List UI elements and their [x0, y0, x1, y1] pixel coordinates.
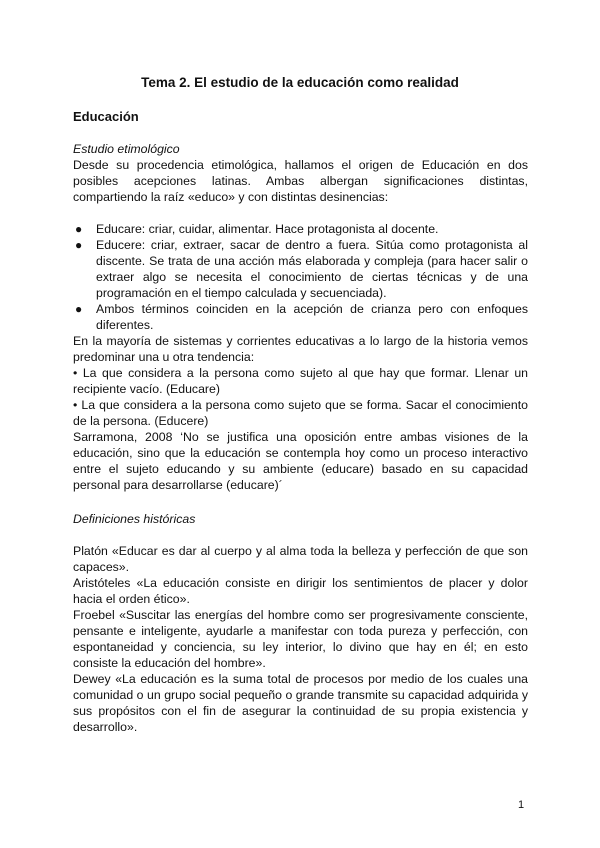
sarramona-quote: Sarramona, 2008 ‘No se justifica una oposición entre ambas visiones de la educación, sino que la educación se contempla hoy como un proceso interactivo entre el sujeto educando y su ambiente (educare) basado en su capacidad personal para desarrollarse (educare)´: [73, 430, 528, 492]
bullet-text: Ambos términos coinciden en la acepción de crianza pero con enfoques diferentes.: [96, 302, 528, 332]
etymology-bullet-list: [73, 221, 528, 333]
list-item: [73, 301, 528, 333]
bullet-icon: ●: [75, 302, 83, 316]
section-heading: Educación: [73, 109, 139, 124]
list-item: [73, 237, 528, 301]
etymology-subheading: Estudio etimológico: [73, 142, 180, 156]
definition-dewey: Dewey «La educación es la suma total de procesos por medio de los cuales una comunidad o un grupo social pequeño o grande transmite su capacidad adquirida y sus propósitos con el fin de asegurar la continuidad de su propia existencia y desarrollo».: [73, 672, 528, 734]
definitions-subheading: Definiciones históricas: [73, 512, 196, 526]
tendency-educere: • La que considera a la persona como sujeto que se forma. Sacar el conocimiento de la persona. (Educere): [73, 398, 528, 428]
page-number: 1: [518, 799, 525, 811]
bullet-icon: ●: [75, 222, 83, 236]
bullet-text: Educere: criar, extraer, sacar de dentro a fuera. Sitúa como protagonista al discente. Se trata de una acción más elaborada y compleja (para hacer salir o extraer algo se necesita el conocimiento de ciertas técnicas y de una programación en el tiempo calculada y secuenciada).: [96, 238, 528, 300]
bullet-icon: ●: [75, 238, 83, 252]
page-title: Tema 2. El estudio de la educación como realidad: [141, 75, 459, 90]
list-item: [73, 221, 528, 237]
definition-aristoteles: Aristóteles «La educación consiste en dirigir los sentimientos de placer y dolor hacia el orden ético».: [73, 576, 528, 606]
definition-platon: Platón «Educar es dar al cuerpo y al alma toda la belleza y perfección de que son capaces».: [73, 544, 528, 574]
definition-froebel: Froebel «Suscitar las energías del hombre como ser progresivamente consciente, pensante e inteligente, ayudarle a manifestar con toda pureza y perfección, con espontaneidad y conciencia, su ley interior, lo divino que hay en él; en esto consiste la educación del hombre».: [73, 608, 528, 670]
tendency-educare: • La que considera a la persona como sujeto al que hay que formar. Llenar un recipiente vacío. (Educare): [73, 366, 528, 396]
bullet-text: Educare: criar, cuidar, alimentar. Hace protagonista al docente.: [96, 222, 439, 236]
etymology-intro: Desde su procedencia etimológica, hallamos el origen de Educación en dos posibles acepciones latinas. Ambas albergan significaciones distintas, compartiendo la raíz «educo» y con distintas desinencias:: [73, 158, 528, 204]
tendency-intro: En la mayoría de sistemas y corrientes educativas a lo largo de la historia vemos predominar una u otra tendencia:: [73, 334, 528, 364]
